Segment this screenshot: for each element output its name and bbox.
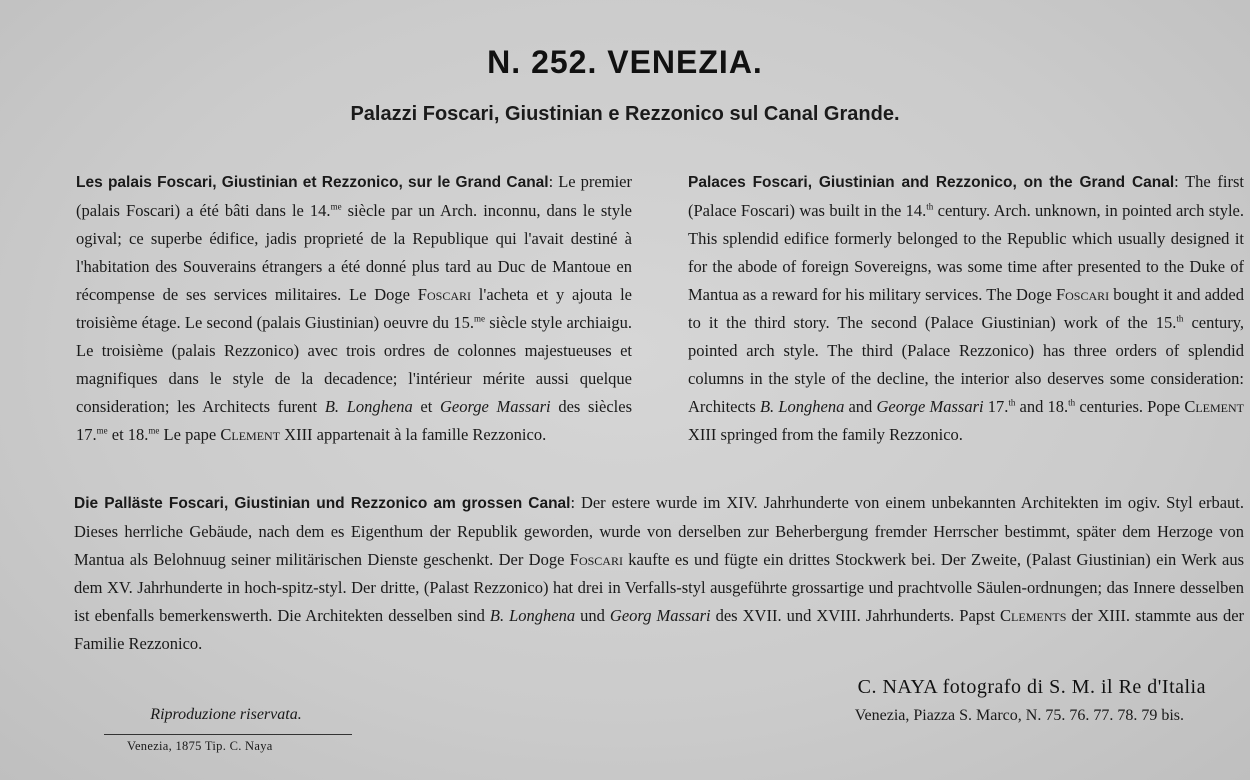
pope-name: Clements xyxy=(1000,606,1067,625)
doge-name: Foscari xyxy=(417,285,471,304)
english-text: century. Arch. unknown, in pointed arch style. This splendid edifice formerly belonged to the Republic which usually designed it for the abode of foreign Sovereigns, was some time after presented to the Duke of Mantua as a reward for his military services. The Doge xyxy=(688,201,1244,304)
french-lead: Les palais Foscari, Giustinian et Rezzonico, sur le Grand Canal xyxy=(76,174,549,191)
divider xyxy=(104,734,352,735)
english-text: and xyxy=(844,397,877,416)
architect-name: B. Longhena xyxy=(759,397,845,416)
german-text: der XIII. stammte aus der Familie Rezzonico. xyxy=(74,606,1245,653)
architect-name: George Massari xyxy=(876,397,984,416)
english-text: : The first (Palace Foscari) was built in the 14. xyxy=(688,172,1244,220)
french-text: et 18. xyxy=(107,425,149,444)
english-text: and 18. xyxy=(1015,397,1069,416)
architect-name: Georg Massari xyxy=(609,606,711,625)
german-text: des XVII. und XVIII. Jahrhunderts. Papst xyxy=(710,606,1001,625)
english-text: XIII springed from the family Rezzonico. xyxy=(688,425,963,444)
architect-name: B. Longhena xyxy=(324,397,413,416)
pope-name: Clement xyxy=(220,425,281,444)
french-text: des siècles 17. xyxy=(76,397,632,444)
doge-name: Foscari xyxy=(569,550,623,569)
ordinal-suffix: th xyxy=(926,201,934,212)
german-text: : Der estere wurde im XIV. Jahrhunderte von einem unbekannten Architekten im ogiv. Styl erbaut. Dieses herrliche Gebäude, nach dem es Eigenthum der Republik geworden, wurde von derselben zur Beherbergung fremder Herrscher bestimmt, später dem Herzoge von Mantua als Belohnuug seiner militärischen Dienste geschenkt. Der Doge xyxy=(74,493,1244,569)
french-text: l'acheta et y ajouta le troisième étage. Le second (palais Giustinian) oeuvre du 15. xyxy=(76,285,632,332)
ordinal-suffix: th xyxy=(1068,397,1076,408)
english-text: century, pointed arch style. The third (Palace Rezzonico) has three orders of splendid columns in the style of the decline, the interior also deserves some consideration: Architects xyxy=(688,313,1245,416)
ordinal-suffix: me xyxy=(473,313,485,324)
architect-name: George Massari xyxy=(440,397,551,416)
french-text: : Le premier (palais Foscari) a été bâti dans le 14. xyxy=(76,172,632,220)
ordinal-suffix: me xyxy=(96,425,108,436)
english-text: bought it and added to it the third story. The second (Palace Giustinian) work of the 15. xyxy=(688,285,1244,332)
french-paragraph xyxy=(40,168,632,449)
english-lead: Palaces Foscari, Giustinian and Rezzonico, on the Grand Canal xyxy=(688,174,1175,191)
german-paragraph xyxy=(38,489,1244,658)
reproduction-notice: Riproduzione riservata. xyxy=(150,706,302,723)
photographer-address: Venezia, Piazza S. Marco, N. 75. 76. 77. 78. 79 bis. xyxy=(854,707,1184,724)
french-text: et xyxy=(412,397,440,416)
german-text: und xyxy=(575,606,610,625)
english-paragraph xyxy=(652,168,1244,449)
ordinal-suffix: th xyxy=(1176,313,1184,324)
photographer-credit xyxy=(855,676,1206,725)
ordinal-suffix: me xyxy=(330,201,342,212)
doge-name: Foscari xyxy=(1055,285,1110,304)
photographer-name: C. NAYA fotografo di S. M. il Re d'Italia xyxy=(857,676,1206,698)
german-lead: Die Palläste Foscari, Giustinian und Rezzonico am grossen Canal xyxy=(74,495,571,512)
french-text: siècle style archiaigu. Le troisième (palais Rezzonico) avec trois ordres de colonnes majestueuses et magnifiques dans le style de la decadence; l'intérieur mérite aussi quelque consideration; les Architects furent xyxy=(76,313,632,416)
ordinal-suffix: th xyxy=(1008,397,1016,408)
french-text: Le pape xyxy=(159,425,221,444)
page-subtitle: Palazzi Foscari, Giustinian e Rezzonico sul Canal Grande. xyxy=(350,103,900,125)
french-text: XIII appartenait à la famille Rezzonico. xyxy=(280,425,547,444)
english-text: centuries. Pope xyxy=(1075,397,1185,416)
pope-name: Clement xyxy=(1184,397,1244,416)
english-text: 17. xyxy=(983,397,1009,416)
german-text: kaufte es und fügte ein drittes Stockwerk bei. Der Zweite, (Palast Giustinian) ein Werk aus dem XV. Jahrhunderte in hoch-spitz-styl. Der dritte, (Palast Rezzonico) hat drei in Verfalls-styl ausgeführte grossartige und prachtvolle Säulen-ordnungen; das Innere desselben ist ebenfalls bemerkenswerth. Die Architekten desselben sind xyxy=(74,550,1244,625)
architect-name: B. Longhena xyxy=(489,606,576,625)
printer-imprint: Venezia, 1875 Tip. C. Naya xyxy=(127,739,273,753)
french-text: siècle par un Arch. inconnu, dans le style ogival; ce superbe édifice, jadis proprieté de la Republique qui l'avait destiné à l'habitation des Souverains étrangers a été donné plus tard au Duc de Mantoue en récompense de ses services militaires. Le Doge xyxy=(76,201,632,304)
ordinal-suffix: me xyxy=(148,425,160,436)
page-title: N. 252. VENEZIA. xyxy=(487,44,763,80)
